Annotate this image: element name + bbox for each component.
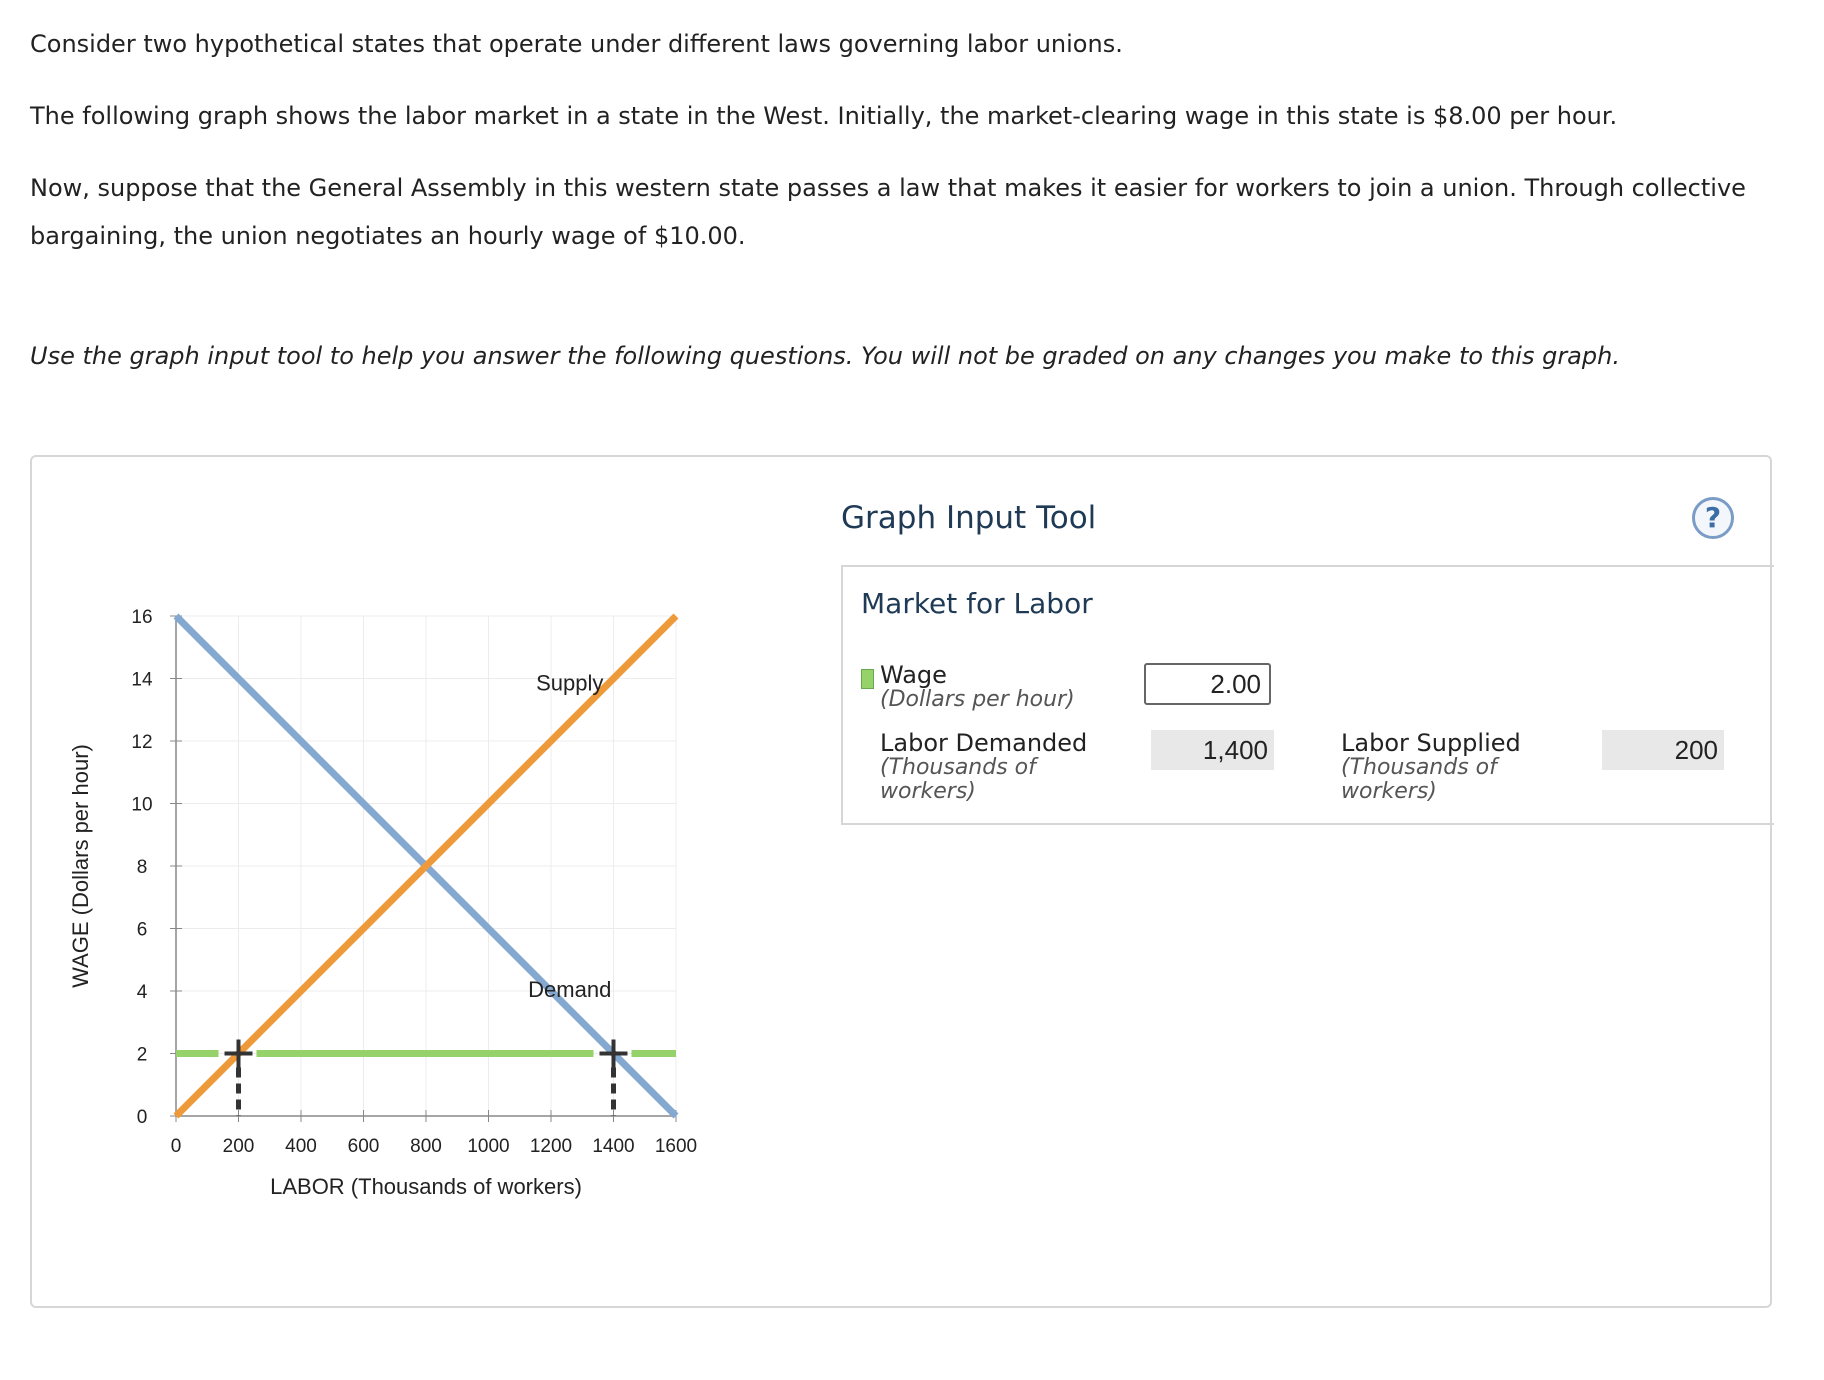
labor-supplied-unit-line-2: workers) — [1341, 779, 1437, 804]
labor-supplied-unit-line-1: (Thousands of — [1341, 755, 1497, 780]
x-axis-title: LABOR (Thousands of workers) — [270, 1174, 582, 1199]
y-tick-label: 16 — [131, 607, 153, 628]
x-tick-label: 400 — [285, 1136, 317, 1157]
intro-paragraph-3-line-1: Now, suppose that the General Assembly in this western state passes a law that makes it easier for workers to join a union. Through collective — [30, 174, 1746, 202]
x-tick-label: 1400 — [592, 1136, 635, 1157]
labor-market-chart — [32, 457, 792, 1217]
instruction-text: Use the graph input tool to help you answer the following questions. You will not be graded on any changes you make to this graph. — [30, 342, 1620, 370]
graph-input-tool-title: Graph Input Tool — [841, 500, 1097, 536]
labor-demanded-label: Labor Demanded — [880, 729, 1088, 757]
demand-label: Demand — [528, 977, 612, 1002]
panel-title: Market for Labor — [861, 587, 1093, 620]
wage-label-group — [880, 663, 1075, 712]
wage-input[interactable]: 2.00 — [1144, 663, 1271, 705]
x-tick-label: 600 — [347, 1136, 380, 1157]
supply-label: Supply — [536, 670, 604, 696]
y-tick-label: 8 — [136, 857, 148, 878]
graph-widget — [30, 455, 1772, 1308]
y-tick-label: 14 — [131, 669, 153, 691]
x-tick-label: 0 — [170, 1136, 182, 1157]
y-tick-label: 10 — [131, 794, 153, 816]
x-tick-label: 1000 — [467, 1136, 510, 1157]
x-tick-label: 200 — [222, 1136, 255, 1157]
labor-supplied-label: Labor Supplied — [1341, 729, 1521, 757]
intro-paragraph-2: The following graph shows the labor market in a state in the West. Initially, the market-clearing wage in this state is $8.00 per hour. — [30, 102, 1618, 130]
wage-label: Wage — [880, 661, 947, 689]
labor-demanded-label-group — [880, 731, 1087, 804]
y-tick-label: 4 — [136, 982, 148, 1003]
intro-paragraph-3-line-2: bargaining, the union negotiates an hourly wage of $10.00. — [30, 222, 746, 250]
wage-color-swatch — [861, 669, 874, 689]
labor-supplied-label-group — [1341, 731, 1521, 804]
y-tick-label: 0 — [136, 1107, 148, 1128]
market-for-labor-panel — [841, 565, 1774, 825]
labor-demanded-value: 1,400 — [1151, 730, 1274, 770]
labor-demanded-unit-line-1: (Thousands of — [880, 755, 1036, 780]
y-axis-title: WAGE (Dollars per hour) — [68, 744, 93, 988]
y-tick-label: 2 — [136, 1044, 148, 1066]
x-tick-label: 1600 — [654, 1136, 698, 1157]
x-tick-label: 1200 — [529, 1136, 573, 1157]
y-tick-label: 12 — [131, 732, 153, 753]
y-tick-label: 6 — [136, 919, 148, 941]
wage-unit: (Dollars per hour) — [880, 687, 1075, 712]
labor-demanded-unit-line-2: workers) — [880, 779, 976, 804]
labor-supplied-value: 200 — [1602, 730, 1724, 770]
help-button[interactable]: ? — [1692, 497, 1734, 539]
intro-paragraph-1: Consider two hypothetical states that operate under different laws governing labor unions. — [30, 30, 1123, 58]
x-tick-label: 800 — [410, 1136, 442, 1157]
